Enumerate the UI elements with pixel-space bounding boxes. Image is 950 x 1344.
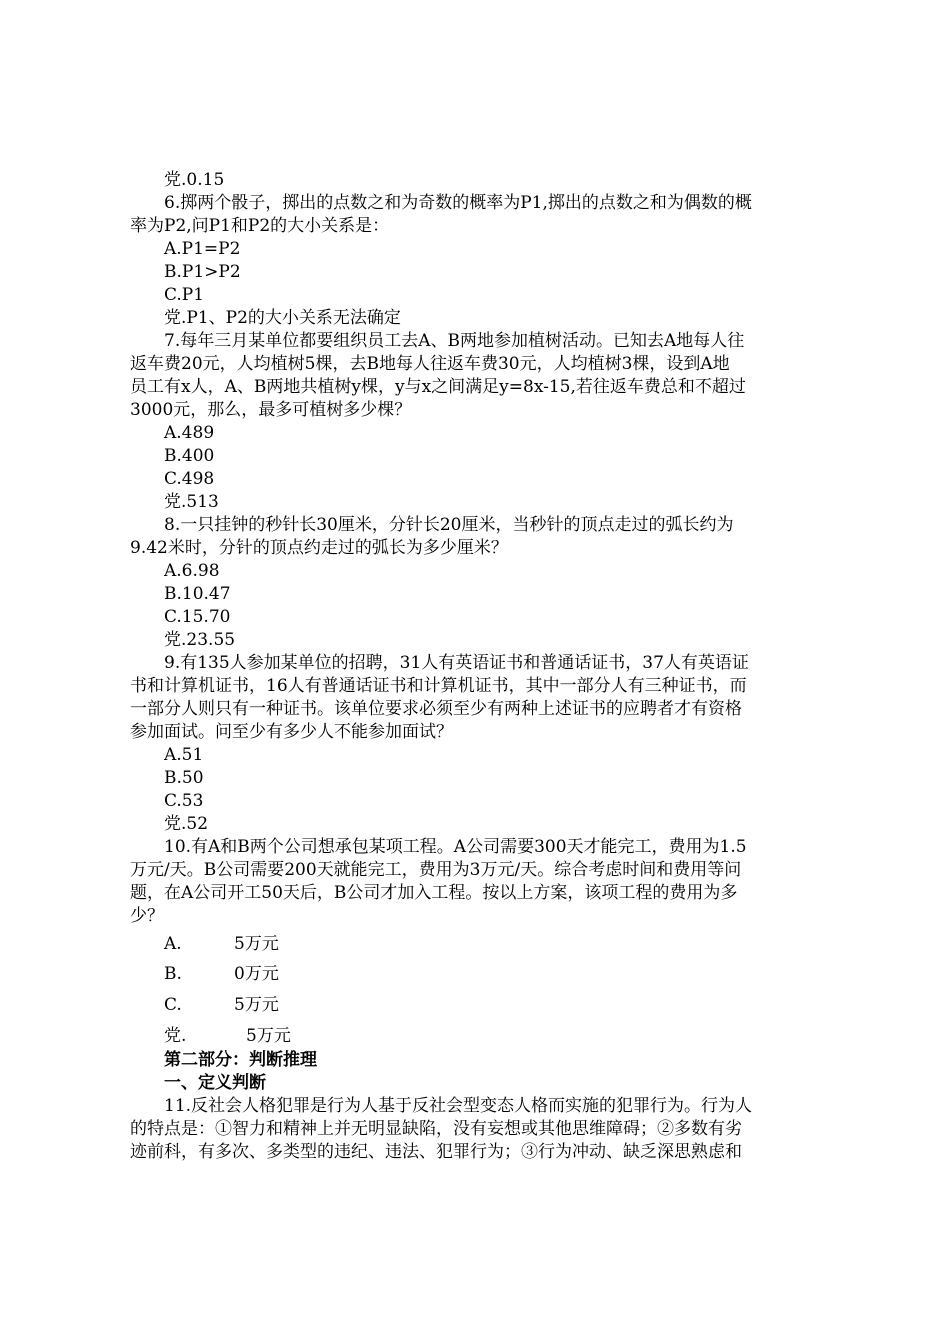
option-text: 5万元	[234, 995, 279, 1015]
option-letter: B.	[164, 964, 182, 984]
option-text: 5万元	[246, 1026, 291, 1046]
q10-option-a	[164, 933, 279, 956]
section-title: 第二部分：判断推理	[164, 1050, 317, 1070]
q8-text-line-2: 9.42米时，分针的顶点约走过的弧长为多少厘米？	[130, 538, 508, 558]
q9-option-b: B.50	[164, 768, 204, 788]
q6-option-a: A.P1=P2	[164, 239, 241, 259]
q10-option-d	[164, 1025, 291, 1048]
q8-option-c: C.15.70	[164, 607, 231, 627]
q9-text-line-1: 9.有135人参加某单位的招聘，31人有英语证书和普通话证书，37人有英语证	[164, 653, 749, 673]
q7-text-line-3: 员工有x人，A、B两地共植树y棵，y与x之间满足y=8x-15,若往返车费总和不超过	[130, 377, 746, 397]
q8-option-a: A.6.98	[164, 561, 220, 581]
q7-text-line-1: 7.每年三月某单位都要组织员工去A、B两地参加植树活动。已知去A地每人往	[164, 331, 745, 351]
q10-option-b	[164, 963, 279, 986]
q9-text-line-3: 一部分人则只有一种证书。该单位要求必须至少有两种上述证书的应聘者才有资格	[130, 699, 742, 719]
q7-text-line-4: 3000元，那么，最多可植树多少棵？	[130, 400, 412, 420]
option-letter: A.	[164, 934, 182, 954]
q10-text-line-4: 少？	[130, 906, 164, 926]
option-text: 5万元	[234, 934, 279, 954]
q6-text-line-2: 率为P2,问P1和P2的大小关系是：	[130, 216, 390, 236]
q6-text-line-1: 6.掷两个骰子，掷出的点数之和为奇数的概率为P1,掷出的点数之和为偶数的概	[164, 193, 752, 213]
q11-text-line-3: 迹前科，有多次、多类型的违纪、违法、犯罪行为；③行为冲动、缺乏深思熟虑和	[130, 1142, 742, 1162]
q7-option-c: C.498	[164, 469, 215, 489]
q9-option-c: C.53	[164, 791, 204, 811]
option-letter: C.	[164, 995, 182, 1015]
q8-text-line-1: 8.一只挂钟的秒针长30厘米，分针长20厘米，当秒针的顶点走过的弧长约为	[164, 515, 734, 535]
q11-text-line-1: 11.反社会人格犯罪是行为人基于反社会型变态人格而实施的犯罪行为。行为人	[164, 1096, 753, 1116]
q9-option-a: A.51	[164, 745, 204, 765]
option-letter: 党.	[164, 1026, 187, 1046]
q7-option-a: A.489	[164, 423, 215, 443]
q9-text-line-4: 参加面试。问至少有多少人不能参加面试？	[130, 722, 453, 742]
option-text: 0万元	[234, 964, 279, 984]
q7-text-line-2: 返车费20元，人均植树5棵，去B地每人往返车费30元，人均植树3棵，设到A地	[130, 354, 730, 374]
q6-option-b: B.P1>P2	[164, 262, 241, 282]
q10-text-line-1: 10.有A和B两个公司想承包某项工程。A公司需要300天才能完工，费用为1.5	[164, 837, 747, 857]
q10-text-line-3: 题，在A公司开工50天后，B公司才加入工程。按以上方案，该项工程的费用为多	[130, 883, 738, 903]
q11-text-line-2: 的特点是：①智力和精神上并无明显缺陷，没有妄想或其他思维障碍；②多数有劣	[130, 1119, 742, 1139]
section-subtitle: 一、定义判断	[164, 1073, 266, 1093]
q5-option-d: 党.0.15	[164, 170, 225, 190]
q8-option-d: 党.23.55	[164, 630, 236, 650]
q9-option-d: 党.52	[164, 814, 209, 834]
q6-option-d: 党.P1、P2的大小关系无法确定	[164, 308, 401, 328]
q10-option-c	[164, 994, 279, 1017]
q6-option-c: C.P1	[164, 285, 205, 305]
q8-option-b: B.10.47	[164, 584, 231, 604]
q10-text-line-2: 万元/天。B公司需要200天就能完工，费用为3万元/天。综合考虑时间和费用等问	[130, 860, 742, 880]
q7-option-d: 党.513	[164, 492, 219, 512]
q7-option-b: B.400	[164, 446, 215, 466]
q9-text-line-2: 书和计算机证书，16人有普通话证书和计算机证书，其中一部分人有三种证书，而	[130, 676, 747, 696]
